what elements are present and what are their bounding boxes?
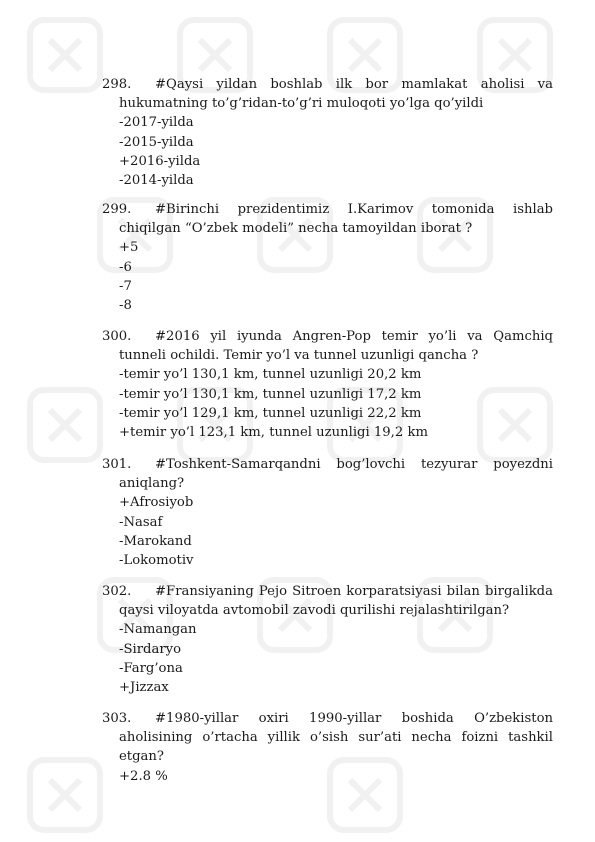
question-303: [102, 709, 553, 786]
answer-options: [119, 113, 553, 190]
answer-options: [119, 238, 553, 315]
answer-option: -Lokomotiv: [119, 553, 194, 569]
question-text: #Birinchi prezidentimiz I.Karimov tomonida ishlab chiqilgan “O’zbek modeli” necha tamoyildan iborat ?: [119, 202, 553, 237]
question-number: 303.: [102, 711, 132, 726]
question-text: #Qaysi yildan boshlab ilk bor mamlakat aholisi va hukumatning to’g’ridan-to’g’ri muloqoti yo’lga qo’yildi: [119, 77, 553, 112]
answer-option: +2016-yilda: [119, 153, 201, 169]
answer-option: -2015-yilda: [119, 134, 194, 150]
answer-options: [119, 620, 553, 697]
answer-option: -6: [119, 259, 132, 275]
question-text: #2016 yil iyunda Angren-Pop temir yo’li va Qamchiq tunneli ochildi. Temir yo’l va tunnel uzunligi qancha ?: [119, 329, 553, 364]
answer-option: -2014-yilda: [119, 173, 194, 189]
answer-option: -temir yo’l 130,1 km, tunnel uzunligi 17,2 km: [119, 386, 422, 402]
question-text: #1980-yillar oxiri 1990-yillar boshida O’zbekiston aholisining o’rtacha yillik o’sish sur’ati necha foizni tashkil etgan?: [119, 711, 553, 765]
question-number: 301.: [102, 457, 132, 472]
question-299: [102, 200, 553, 315]
answer-option: -2017-yilda: [119, 115, 194, 131]
question-298: [102, 75, 553, 190]
answer-option: +temir yo’l 123,1 km, tunnel uzunligi 19,2 km: [119, 425, 428, 441]
answer-option: -temir yo’l 130,1 km, tunnel uzunligi 20,2 km: [119, 367, 422, 383]
question-300: [102, 327, 553, 442]
answer-option: -Marokand: [119, 533, 192, 549]
answer-option: +5: [119, 240, 139, 256]
answer-option: -7: [119, 278, 132, 294]
question-number: 302.: [102, 584, 132, 599]
answer-option: -Nasaf: [119, 514, 163, 530]
answer-option: -8: [119, 298, 132, 314]
question-302: [102, 582, 553, 697]
question-number: 300.: [102, 329, 132, 344]
answer-options: [119, 767, 553, 786]
answer-option: -temir yo’l 129,1 km, tunnel uzunligi 22,2 km: [119, 405, 422, 421]
answer-option: +2.8 %: [119, 768, 168, 784]
answer-option: -Farg’ona: [119, 660, 183, 676]
answer-option: +Jizzax: [119, 680, 169, 696]
question-number: 299.: [102, 202, 132, 217]
question-301: [102, 455, 553, 570]
answer-option: -Sirdaryo: [119, 641, 182, 657]
question-number: 298.: [102, 77, 132, 92]
answer-option: +Afrosiyob: [119, 495, 194, 511]
answer-options: [119, 365, 553, 442]
answer-option: -Namangan: [119, 622, 197, 638]
question-text: #Toshkent-Samarqandni bog’lovchi tezyurar poyezdni aniqlang?: [119, 457, 553, 492]
answer-options: [119, 493, 553, 570]
question-text: #Fransiyaning Pejo Sitroen korparatsiyasi bilan birgalikda qaysi viloyatda avtomobil zavodi qurilishi rejalashtirilgan?: [119, 584, 553, 619]
